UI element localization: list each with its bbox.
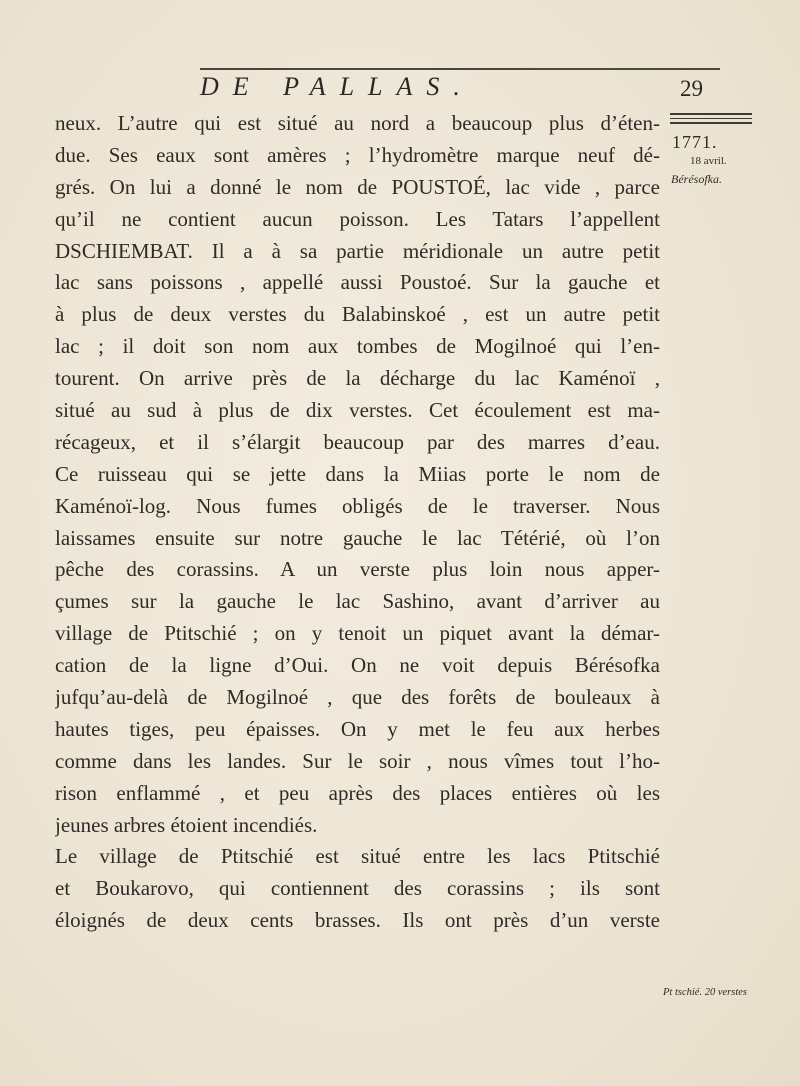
text-line: tourent. On arrive près de la décharge du lac Kaménoï , [55,366,660,391]
text-line: lac ; il doit son nom aux tombes de Mogilnoé qui l’en- [55,334,660,359]
text-line: lac sans poissons , appellé aussi Poustoé. Sur la gauche et [55,270,660,295]
text-line: hautes tiges, peu épaisses. On y met le feu aux herbes [55,716,660,741]
margin-note-place: Bérésofka. [671,172,722,186]
text-line: qu’il ne contient aucun poisson. Les Tatars l’appellent [55,206,660,231]
margin-rule [670,122,752,124]
text-line: DSCHIEMBAT. Il a à sa partie méridionale un autre petit [55,238,660,263]
text-line: comme dans les landes. Sur le soir , nous vîmes tout l’ho- [55,748,660,773]
text-line: due. Ses eaux sont amères ; l’hydromètre marque neuf dé- [55,142,660,167]
margin-note-year: 1771. [672,132,718,152]
running-head: DE PALLAS. [200,72,474,101]
text-line: Kaménoï-log. Nous fumes obligés de le traverser. Nous [55,493,660,518]
text-line: jufqu’au-delà de Mogilnoé , que des forêts de bouleaux à [55,685,660,710]
text-line: récageux, et il s’élargit beaucoup par des marres d’eau. [55,429,660,454]
header-rule [200,68,720,70]
text-line: neux. L’autre qui est situé au nord a beaucoup plus d’éten- [55,111,660,135]
text-line: jeunes arbres étoient incendiés. [55,812,318,837]
text-line: éloignés de deux cents brasses. Ils ont près d’un verste [55,908,660,933]
text-line: Ce ruisseau qui se jette dans la Miias porte le nom de [55,461,660,486]
text-line: à plus de deux verstes du Balabinskoé , est un autre petit [55,302,660,327]
text-line: village de Ptitschié ; on y tenoit un piquet avant la démar- [55,621,660,646]
page-number: 29 [680,76,703,101]
margin-note-date: 18 avril. [690,155,727,167]
text-line: çumes sur la gauche le lac Sashino, avant d’arriver au [55,589,660,614]
text-line: situé au sud à plus de dix verstes. Cet écoulement est ma- [55,398,660,423]
margin-note-distance: Pt tschié. 20 verstes [663,987,747,998]
text-line: grés. On lui a donné le nom de POUSTOÉ, lac vide , parce [55,174,660,199]
margin-rule [670,113,752,115]
text-line: laissames ensuite sur notre gauche le lac Tétérié, où l’on [55,525,660,550]
text-line: cation de la ligne d’Oui. On ne voit depuis Bérésofka [55,653,660,678]
body-text [55,108,660,937]
text-line: rison enflammé , et peu après des places entières où les [55,780,660,805]
margin-rule [670,118,752,119]
text-line: pêche des corassins. A un verste plus loin nous apper- [55,557,660,582]
text-line: Le village de Ptitschié est situé entre les lacs Ptitschié [55,844,660,869]
text-line: et Boukarovo, qui contiennent des corassins ; ils sont [55,876,660,901]
